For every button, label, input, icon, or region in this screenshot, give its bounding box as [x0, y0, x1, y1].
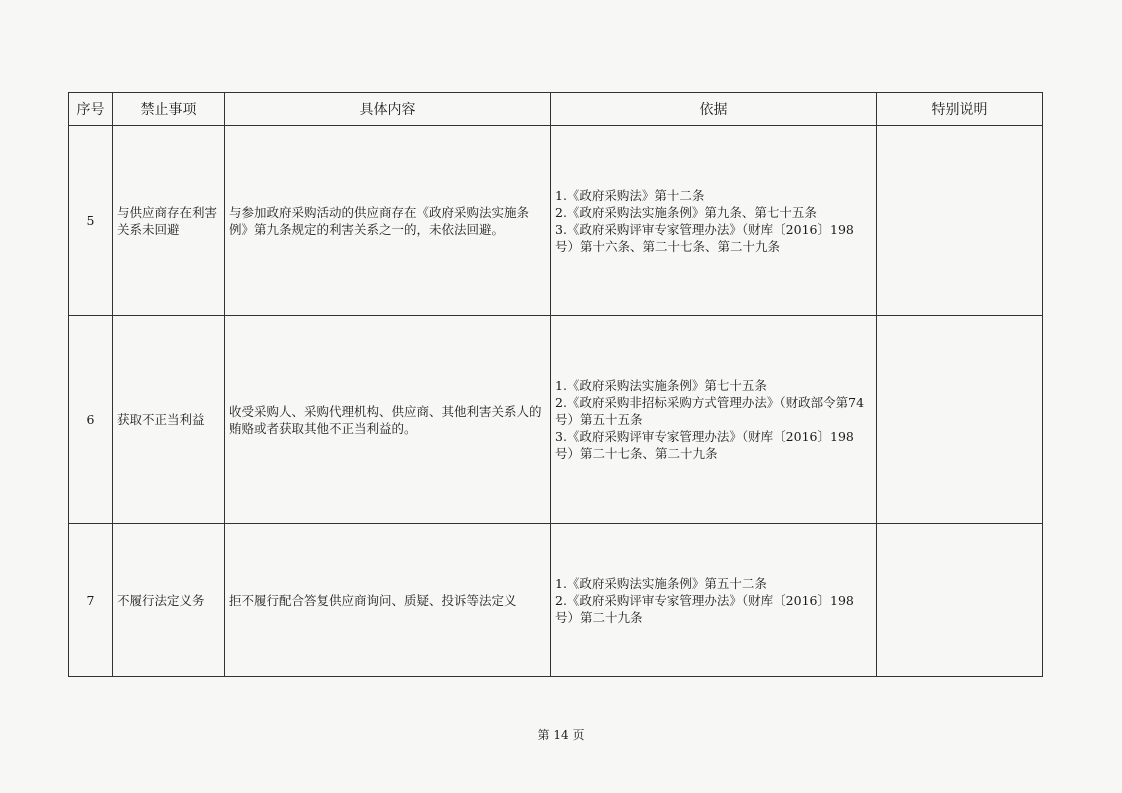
row-content: 收受采购人、采购代理机构、供应商、其他利害关系人的贿赂或者获取其他不正当利益的。	[225, 316, 551, 524]
prohibition-table	[68, 92, 1043, 677]
row-number: 5	[69, 126, 113, 316]
row-content: 拒不履行配合答复供应商询问、质疑、投诉等法定义	[225, 524, 551, 677]
basis-line: 1.《政府采购法实施条例》第七十五条	[555, 378, 767, 393]
row-note	[877, 126, 1043, 316]
header-prohibited-item: 禁止事项	[113, 93, 225, 126]
basis-line: 1.《政府采购法实施条例》第五十二条	[555, 575, 767, 591]
table-row	[69, 126, 1043, 316]
row-number: 7	[69, 524, 113, 677]
basis-line: 2.《政府采购评审专家管理办法》（财库〔2016〕198号）第二十九条	[555, 592, 854, 625]
table-row	[69, 316, 1043, 524]
row-content: 与参加政府采购活动的供应商存在《政府采购法实施条例》第九条规定的利害关系之一的，未依法回避。	[225, 126, 551, 316]
table-header-row	[69, 93, 1043, 126]
row-note	[877, 316, 1043, 524]
basis-line: 2.《政府采购非招标采购方式管理办法》（财政部令第74号）第五十五条	[555, 395, 865, 427]
row-prohibited-item: 获取不正当利益	[113, 316, 225, 524]
row-number: 6	[69, 316, 113, 524]
header-number: 序号	[69, 93, 113, 126]
row-basis	[551, 316, 877, 524]
header-special-note: 特别说明	[877, 93, 1043, 126]
page-number: 第 14 页	[537, 728, 585, 742]
table-row	[69, 524, 1043, 677]
basis-line: 1.《政府采购法》第十二条	[555, 187, 705, 203]
header-basis: 依据	[551, 93, 877, 126]
basis-line: 3.《政府采购评审专家管理办法》（财库〔2016〕198号）第十六条、第二十七条、第二十九条	[555, 221, 854, 254]
header-specific-content: 具体内容	[225, 93, 551, 126]
row-prohibited-item: 不履行法定义务	[113, 524, 225, 677]
row-note	[877, 524, 1043, 677]
row-prohibited-item: 与供应商存在利害关系未回避	[113, 126, 225, 316]
row-basis	[551, 126, 877, 316]
basis-line: 2.《政府采购法实施条例》第九条、第七十五条	[555, 204, 817, 220]
row-basis	[551, 524, 877, 677]
basis-line: 3.《政府采购评审专家管理办法》（财库〔2016〕198号）第二十七条、第二十九条	[555, 429, 854, 461]
